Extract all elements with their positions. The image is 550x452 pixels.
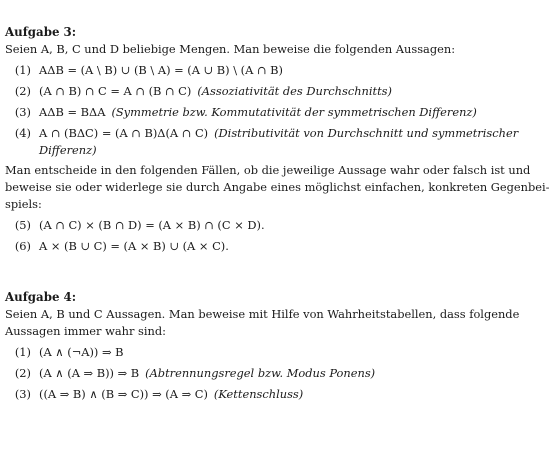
- statement-4-3: [5, 386, 452, 403]
- statement-3-4: [5, 125, 519, 159]
- statement-3-6: [5, 238, 452, 255]
- statement-number: (5): [14, 218, 31, 232]
- exercise-3-middle-line-2: beweise sie oder widerlege sie durch Angabe eines möglichst einfachen, konkreten Gegenbei-: [5, 180, 550, 194]
- statement-number: (2): [14, 84, 31, 98]
- statement-formula: A ∩ (BΔC) = (A ∩ B)Δ(A ∩ C): [39, 126, 209, 140]
- statement-3-2: [5, 83, 452, 100]
- exercise-4-heading: Aufgabe 4:: [5, 290, 77, 304]
- statement-number: (6): [14, 239, 31, 253]
- statement-4-1: [5, 344, 452, 361]
- statement-note-continuation: Differenz): [39, 143, 97, 157]
- exercise-4-statement-list: [5, 344, 452, 403]
- statement-formula: AΔB = BΔA: [39, 105, 106, 119]
- statement-note: (Distributivität von Durchschnitt und symmetrischer: [214, 126, 519, 140]
- statement-note: (Symmetrie bzw. Kommutativität der symmetrischen Differenz): [111, 105, 477, 119]
- exercise-3-heading: Aufgabe 3:: [5, 25, 77, 39]
- statement-formula: ((A ⇒ B) ∧ (B ⇒ C)) ⇒ (A ⇒ C): [39, 387, 208, 401]
- statement-number: (2): [14, 366, 31, 380]
- exercise-3-intro: Seien A, B, C und D beliebige Mengen. Man beweise die folgenden Aussagen:: [5, 42, 456, 56]
- exercise-3-statement-list: [5, 62, 519, 159]
- exercise-3-middle-line-1: Man entscheide in den folgenden Fällen, ob die jeweilige Aussage wahr oder falsch ist und: [5, 163, 531, 177]
- statement-number: (3): [14, 387, 31, 401]
- statement-formula: (A ∧ (A ⇒ B)) ⇒ B: [39, 366, 140, 380]
- statement-formula: (A ∧ (¬A)) ⇒ B: [39, 345, 124, 359]
- exercise-3: [5, 24, 550, 255]
- exercise-4-intro-line-2: Aussagen immer wahr sind:: [5, 324, 166, 338]
- statement-number: (1): [14, 63, 31, 77]
- exercise-3-middle-line-3: spiels:: [5, 197, 42, 211]
- statement-3-3: [5, 104, 477, 121]
- statement-number: (1): [14, 345, 31, 359]
- statement-formula: A × (B ∪ C) = (A × B) ∪ (A × C).: [39, 239, 229, 253]
- exercise-3-decision-list: [5, 217, 452, 255]
- statement-note: (Abtrennungsregel bzw. Modus Ponens): [145, 366, 376, 380]
- exercise-4: [5, 289, 520, 403]
- statement-note: (Assoziativität des Durchschnitts): [197, 84, 392, 98]
- statement-note: (Kettenschluss): [213, 387, 304, 401]
- exercise-4-intro-line-1: Seien A, B und C Aussagen. Man beweise mit Hilfe von Wahrheitstabellen, dass folgende: [5, 307, 520, 321]
- exercise-sheet: [5, 24, 550, 406]
- statement-formula: AΔB = (A \ B) ∪ (B \ A) = (A ∪ B) \ (A ∩ B): [39, 63, 283, 77]
- statement-number: (3): [14, 105, 31, 119]
- statement-number: (4): [14, 126, 31, 140]
- statement-formula: (A ∩ C) × (B ∩ D) = (A × B) ∩ (C × D).: [39, 218, 265, 232]
- statement-4-2: [5, 365, 452, 382]
- statement-3-1: [5, 62, 452, 79]
- statement-formula: (A ∩ B) ∩ C = A ∩ (B ∩ C): [39, 84, 192, 98]
- statement-3-5: [5, 217, 452, 234]
